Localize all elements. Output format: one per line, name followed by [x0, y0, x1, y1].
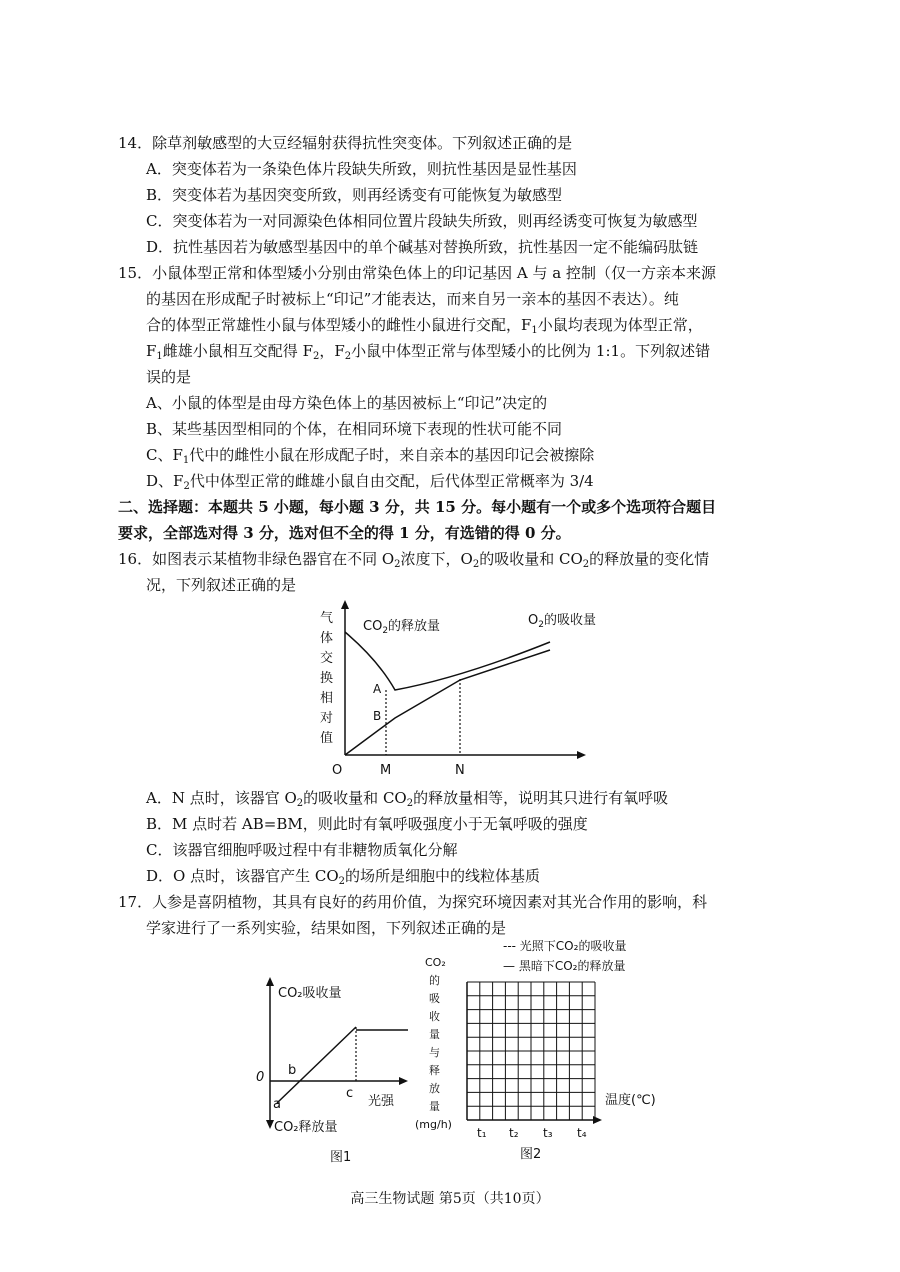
fig17-2-x-label: 温度(℃) [605, 1093, 656, 1108]
fig16-point-b: B [373, 709, 382, 723]
fig17-2-ylabel-3: 吸 [429, 992, 440, 1005]
q16-stem-d: 的释放量的变化情 [589, 550, 710, 568]
q16-stem-a: 16．如图表示某植物非绿色器官在不同 O [118, 550, 395, 568]
figure-17-1-light-curve [250, 975, 420, 1175]
fig16-x-arrow [577, 751, 586, 759]
fig17-2-caption: 图2 [520, 1147, 542, 1162]
fig17-1-x-arrow [399, 1077, 408, 1085]
q15-option-b: B、某些基因型相同的个体，在相同环境下表现的性状可能不同 [146, 420, 563, 438]
q14-option-c: C．突变体若为一对同源染色体相同位置片段缺失所致，则再经诱变可恢复为敏感型 [146, 212, 698, 230]
q15-option-c-b: 代中的雌性小鼠在形成配子时，来自亲本的基因印记会被擦除 [189, 446, 595, 464]
q16-stem-line2: 况，下列叙述正确的是 [146, 576, 297, 594]
fig17-2-t3: t₃ [543, 1126, 553, 1140]
figure-16-respiration-chart [300, 600, 596, 786]
q15-option-a: A、小鼠的体型是由母方染色体上的基因被标上“印记”决定的 [146, 394, 548, 412]
fig16-o2-absorb-curve [345, 650, 550, 755]
q15-stem-line5: 误的是 [146, 368, 192, 386]
fig17-2-ylabel-7: 释 [429, 1064, 440, 1077]
q15-stem4-c: ，F [319, 342, 345, 360]
fig16-o2-label: $O_2$的吸收量 [528, 613, 596, 630]
q16-option-a: A．N 点时，该器官 $O_2$的吸收量和 $CO_2$的释放量相等，说明其只进行有氧呼吸 [146, 789, 669, 809]
q16-option-d: D．O 点时，该器官产生 $CO_2$的场所是细胞中的线粒体基质 [146, 867, 541, 887]
q17-stem-line1: 17．人参是喜阴植物，其具有良好的药用价值，为探究环境因素对其光合作用的影响，科 [118, 893, 708, 911]
page-footer: 高三生物试题 第5页（共10页） [350, 1191, 550, 1207]
fig17-2-t1: t₁ [477, 1126, 487, 1140]
fig17-2-x-arrow [593, 1116, 602, 1124]
q15-option-d-a: D、F [146, 472, 184, 490]
fig17-2-ylabel-6: 与 [429, 1046, 440, 1059]
q16-stem-b: 浓度下，O [400, 550, 473, 568]
q15-option-c: C、$F_1$代中的雌性小鼠在形成配子时，来自亲本的基因印记会被擦除 [146, 446, 595, 466]
fig17-2-ylabel-4: 收 [429, 1010, 440, 1023]
fig17-2-ylabel-1: CO₂ [425, 956, 446, 969]
q15-stem-line4: $F_1$雌雄小鼠相互交配得 $F_2$，$F_2$小鼠中体型正常与体型矮小的比例为 1:1。下列叙述错 [146, 342, 711, 362]
fig17-2-t4: t₄ [577, 1126, 587, 1140]
q16-option-a-1: A．N 点时，该器官 O [146, 789, 297, 807]
q15-stem-line1: 15．小鼠体型正常和体型矮小分别由常染色体上的印记基因 A 与 a 控制（仅一方亲本来源 [118, 264, 716, 282]
fig17-2-y-unit: (mg/h) [415, 1118, 452, 1131]
figure16-y-axis-label [320, 611, 333, 746]
fig17-1-point-c: c [346, 1086, 354, 1101]
q15-stem4-a: F [146, 342, 157, 360]
q15-stem4-b: 雌雄小鼠相互交配得 F [162, 342, 313, 360]
q17-stem-line2: 学家进行了一系列实验，结果如图，下列叙述正确的是 [146, 919, 507, 937]
q14-option-d: D．抗性基因若为敏感型基因中的单个碱基对替换所致，抗性基因一定不能编码肽链 [146, 238, 699, 256]
q14-stem: 14．除草剂敏感型的大豆经辐射获得抗性突变体。下列叙述正确的是 [118, 134, 573, 152]
q15-stem-line3-text-b: 小鼠均表现为体型正常， [537, 316, 703, 334]
fig17-1-bottom-label: CO₂释放量 [274, 1120, 338, 1135]
q15-stem4-d: 小鼠中体型正常与体型矮小的比例为 1:1。下列叙述错 [351, 342, 711, 360]
section2-heading-line1: 二、选择题：本题共 5 小题，每小题 3 分，共 15 分。每小题有一个或多个选项符合题目 [118, 498, 717, 516]
q16-option-a-3: 的释放量相等，说明其只进行有氧呼吸 [413, 789, 669, 807]
fig16-y-arrow [341, 600, 349, 609]
fig17-1-x-label: 光强 [368, 1094, 395, 1109]
fig16-ylabel-3: 交 [320, 651, 334, 666]
fig16-ylabel-2: 体 [320, 631, 334, 646]
fig17-1-y-arrow-up [266, 977, 274, 986]
fig17-1-origin: 0 [256, 1070, 265, 1085]
fig17-1-caption: 图1 [330, 1150, 352, 1165]
fig16-ylabel-5: 相 [320, 691, 334, 706]
fig16-n-label: N [455, 763, 465, 778]
q15-option-d: D、$F_2$代中体型正常的雌雄小鼠自由交配，后代体型正常概率为 3/4 [146, 472, 594, 492]
fig17-1-point-a: a [273, 1097, 281, 1112]
fig17-2-y-axis-label [415, 956, 452, 1131]
q15-option-d-b: 代中体型正常的雌雄小鼠自由交配，后代体型正常概率为 3/4 [189, 472, 594, 490]
q16-option-d-2: 的场所是细胞中的线粒体基质 [345, 867, 541, 885]
q16-stem-c: 的吸收量和 CO [479, 550, 583, 568]
q16-stem-line1: 16．如图表示某植物非绿色器官在不同 $O_2$浓度下，$O_2$的吸收量和 $CO_2$的释放量的变化情 [118, 550, 710, 570]
fig17-2-grid [467, 982, 595, 1120]
q16-option-c: C．该器官细胞呼吸过程中有非糖物质氧化分解 [146, 841, 458, 859]
fig16-ylabel-7: 值 [320, 731, 334, 746]
fig16-ylabel-1: 气 [320, 611, 334, 626]
q16-option-a-2: 的吸收量和 CO [303, 789, 407, 807]
fig16-ylabel-4: 换 [320, 671, 334, 686]
q16-option-b: B．M 点时若 AB=BM，则此时有氧呼吸强度小于无氧呼吸的强度 [146, 815, 588, 833]
fig17-1-top-label: CO₂吸收量 [278, 986, 342, 1001]
fig17-2-ylabel-8: 放 [429, 1082, 440, 1095]
q15-stem-line2: 的基因在形成配子时被标上“印记”才能表达，而来自另一亲本的基因不表达）。纯 [146, 290, 679, 308]
q15-option-c-a: C、F [146, 446, 183, 464]
section2-heading-line2: 要求，全部选对得 3 分，选对但不全的得 1 分，有选错的得 0 分。 [118, 524, 571, 542]
fig16-origin: O [332, 763, 343, 778]
fig17-2-legend-solid: — 黑暗下CO₂的释放量 [503, 959, 626, 973]
q16-option-d-1: D．O 点时，该器官产生 CO [146, 867, 339, 885]
figure-17-2-temperature-grid [415, 932, 685, 1168]
fig17-1-y-arrow-down [266, 1120, 274, 1129]
fig17-2-ylabel-9: 量 [429, 1100, 440, 1113]
fig16-co2-label: $CO_2$的释放量 [363, 619, 441, 636]
fig16-m-label: M [380, 763, 392, 778]
fig16-point-a: A [373, 682, 382, 696]
fig17-2-t2: t₂ [509, 1126, 519, 1140]
q15-stem-line3-text: 合的体型正常雄性小鼠与体型矮小的雌性小鼠进行交配，F [146, 316, 532, 334]
fig17-2-legend-dashed: --- 光照下CO₂的吸收量 [503, 939, 627, 953]
fig17-2-ylabel-5: 量 [429, 1028, 440, 1041]
q15-stem-line3: 合的体型正常雄性小鼠与体型矮小的雌性小鼠进行交配，$F_1$小鼠均表现为体型正常， [146, 316, 703, 336]
q14-option-b: B．突变体若为基因突变所致，则再经诱变有可能恢复为敏感型 [146, 186, 563, 204]
fig16-ylabel-6: 对 [320, 711, 334, 726]
fig17-1-point-b: b [288, 1063, 297, 1078]
fig17-2-ylabel-2: 的 [429, 974, 440, 987]
q14-option-a: A．突变体若为一条染色体片段缺失所致，则抗性基因是显性基因 [146, 160, 577, 178]
